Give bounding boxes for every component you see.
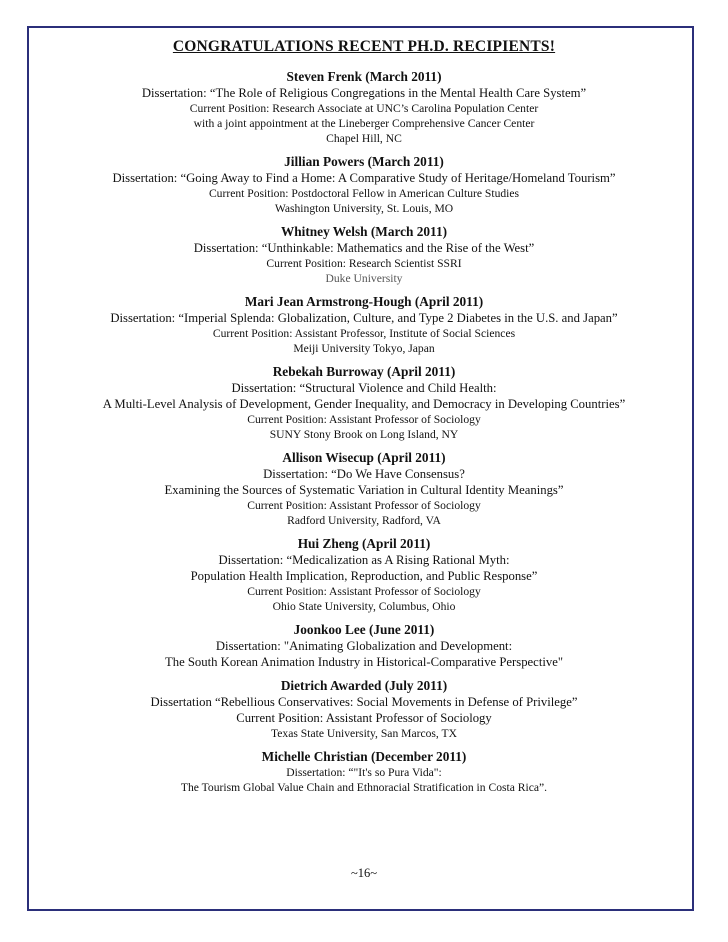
recipient-name: Joonkoo Lee (June 2011)	[293, 622, 435, 637]
dissertation-line: Dissertation: “Unthinkable: Mathematics and the Rise of the West”	[193, 241, 535, 255]
detail-line: The South Korean Animation Industry in Historical-Comparative Perspective"	[164, 655, 564, 669]
recipient-name: Whitney Welsh (March 2011)	[280, 224, 448, 239]
dissertation-line: Dissertation: “Going Away to Find a Home: A Comparative Study of Heritage/Homeland Tourism”	[112, 171, 616, 185]
recipient-entry	[0, 621, 728, 670]
recipient-entry	[0, 449, 728, 528]
dissertation-line: Dissertation: “"It's so Pura Vida":	[286, 766, 442, 779]
detail-line: Current Position: Research Associate at UNC’s Carolina Population Center	[189, 102, 539, 115]
recipient-entry	[0, 677, 728, 741]
recipient-name: Allison Wisecup (April 2011)	[282, 450, 446, 465]
dissertation-line: Dissertation: “Structural Violence and Child Health:	[231, 381, 497, 395]
page-content	[0, 38, 728, 802]
detail-line: The Tourism Global Value Chain and Ethnoracial Stratification in Costa Rica”.	[180, 781, 548, 794]
detail-line: Current Position: Assistant Professor, Institute of Social Sciences	[212, 327, 516, 340]
dissertation-line: Dissertation: “The Role of Religious Congregations in the Mental Health Care System”	[141, 86, 587, 100]
recipients-list	[0, 68, 728, 795]
recipient-entry	[0, 68, 728, 146]
detail-line: Current Position: Research Scientist SSRI	[266, 257, 462, 270]
dissertation-line: Dissertation: “Do We Have Consensus?	[263, 467, 465, 481]
dissertation-line: Dissertation: “Imperial Splenda: Globalization, Culture, and Type 2 Diabetes in the U.S. and Japan”	[110, 311, 618, 325]
detail-line: Current Position: Postdoctoral Fellow in American Culture Studies	[208, 187, 520, 200]
recipient-name: Michelle Christian (December 2011)	[261, 749, 467, 764]
detail-line: Population Health Implication, Reproduction, and Public Response”	[190, 569, 538, 583]
recipient-name: Hui Zheng (April 2011)	[297, 536, 431, 551]
detail-line: Current Position: Assistant Professor of Sociology	[247, 413, 481, 426]
recipient-name: Jillian Powers (March 2011)	[284, 154, 444, 169]
recipient-entry	[0, 748, 728, 795]
detail-line: Current Position: Assistant Professor of Sociology	[247, 585, 481, 598]
detail-line: Radford University, Radford, VA	[287, 514, 441, 527]
detail-line: Duke University	[325, 272, 403, 285]
recipient-name: Mari Jean Armstrong-Hough (April 2011)	[244, 294, 484, 309]
recipient-entry	[0, 223, 728, 286]
recipient-entry	[0, 535, 728, 614]
page-title: CONGRATULATIONS RECENT PH.D. RECIPIENTS!	[172, 38, 556, 55]
dissertation-line: Dissertation “Rebellious Conservatives: Social Movements in Defense of Privilege”	[150, 695, 578, 709]
recipient-name: Rebekah Burroway (April 2011)	[272, 364, 456, 379]
detail-line: Chapel Hill, NC	[326, 132, 402, 145]
detail-line: Ohio State University, Columbus, Ohio	[272, 600, 456, 613]
recipient-entry	[0, 363, 728, 442]
recipient-entry	[0, 153, 728, 216]
recipient-entry	[0, 293, 728, 356]
recipient-name: Steven Frenk (March 2011)	[286, 69, 442, 84]
detail-line: Current Position: Assistant Professor of Sociology	[236, 711, 492, 725]
dissertation-line: Dissertation: "Animating Globalization and Development:	[215, 639, 513, 653]
page-number: ~16~	[350, 866, 378, 880]
detail-line: Examining the Sources of Systematic Variation in Cultural Identity Meanings”	[164, 483, 564, 497]
detail-line: Washington University, St. Louis, MO	[274, 202, 454, 215]
recipient-name: Dietrich Awarded (July 2011)	[280, 678, 448, 693]
detail-line: Current Position: Assistant Professor of Sociology	[247, 499, 481, 512]
detail-line: A Multi-Level Analysis of Development, Gender Inequality, and Democracy in Developing Countries”	[102, 397, 626, 411]
detail-line: Texas State University, San Marcos, TX	[271, 727, 457, 740]
detail-line: Meiji University Tokyo, Japan	[293, 342, 435, 355]
detail-line: with a joint appointment at the Lineberger Comprehensive Cancer Center	[193, 117, 535, 130]
detail-line: SUNY Stony Brook on Long Island, NY	[269, 428, 459, 441]
dissertation-line: Dissertation: “Medicalization as A Rising Rational Myth:	[218, 553, 510, 567]
